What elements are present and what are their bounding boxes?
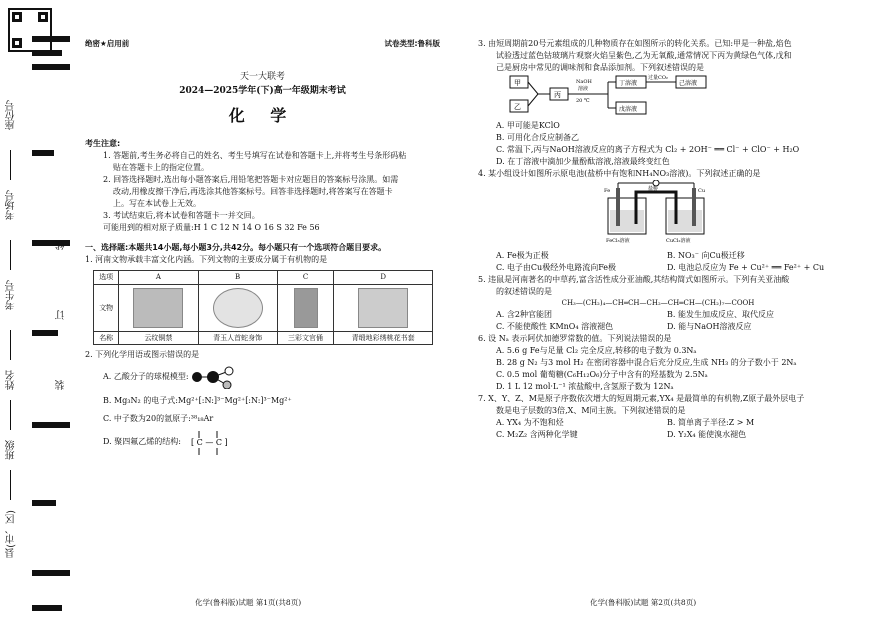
- ball-stick-model: [189, 365, 239, 389]
- fe-label: Fe: [604, 188, 611, 194]
- field-line: [10, 330, 11, 360]
- condition: 过量CO₂: [648, 75, 668, 81]
- q2-option-c: C. 中子数为20的氩原子:³⁸₁₈Ar: [103, 414, 214, 424]
- q1-table: [93, 270, 433, 345]
- bronze-artifact-image: [133, 288, 183, 328]
- box-jia: 甲: [514, 79, 521, 87]
- question-3-line: 己是厨房中常见的调味剂和食品添加剂。下列叙述错误的是: [496, 63, 704, 72]
- q7-option: C. M₂Z₂ 含两种化学键: [496, 429, 578, 439]
- notice-line: 贴在答题卡上的指定位置。: [113, 163, 209, 173]
- q7-option: A. YX₄ 为不饱和烃: [496, 417, 564, 427]
- q7-option: B. 简单离子半径:Z > M: [667, 417, 755, 427]
- exam-org: 天一大联考: [239, 72, 285, 83]
- box-ding: 丁溶液: [619, 80, 638, 87]
- cu-label: Cu: [698, 188, 706, 194]
- q6-option: D. 1 L 12 mol·L⁻¹ 浓盐酸中,含氢原子数为 12Nₐ: [496, 381, 674, 391]
- linoleic-formula: CH₃—(CH₂)₄—CH═CH—CH₂—CH═CH—(CH₂)₇—COOH: [561, 299, 755, 307]
- q2-option-d: [85, 427, 440, 457]
- q4-options-row: [478, 262, 838, 274]
- q4-option: D. 电池总反应为 Fe + Cu²⁺ ══ Fe²⁺ + Cu: [667, 263, 825, 272]
- county-label: 县(市、区): [6, 510, 17, 558]
- q2-option-b: B. Mg₃N₂ 的电子式:Mg²⁺[:N:]³⁻Mg²⁺[:N:]³⁻Mg²⁺: [103, 396, 292, 406]
- cut-label-bind: 订: [56, 310, 67, 320]
- svg-text:[ C — C ]: [ C — C ]: [190, 438, 228, 448]
- field-line: [10, 240, 11, 270]
- table-header: A: [119, 271, 198, 285]
- q6-option: A. 5.6 g Fe与足量 Cl₂ 完全反应,转移的电子数为 0.3Nₐ: [496, 345, 697, 355]
- q5-option: D. 能与NaOH溶液反应: [667, 321, 752, 331]
- question-1: 1. 河南文物承载丰富文化内涵。下列文物的主要成分属于有机物的是: [85, 255, 328, 265]
- q4-option: B. NO₃⁻ 向Cu极迁移: [667, 251, 745, 260]
- secret-mark: 绝密★启用前: [85, 39, 130, 48]
- class-label: 班级: [6, 440, 17, 460]
- question-4: 4. 某小组设计如图所示原电池(盐桥中有饱和NH₄NO₃溶液)。下列叙述正确的是: [478, 169, 761, 178]
- question-5-line: 的叙述错误的是: [496, 287, 552, 296]
- jade-artifact-image: [213, 288, 263, 328]
- figurine-artifact-image: [294, 288, 318, 328]
- q5-options-row: [478, 321, 838, 333]
- box-yi: 乙: [514, 103, 521, 111]
- field-line: [10, 400, 11, 430]
- left-header: [85, 38, 440, 49]
- q5-option: A. 含2种官能团: [496, 309, 552, 319]
- q4-option: C. 电子由Cu极经外电路流向Fe极: [496, 263, 617, 272]
- artifact-name: 青玉人首蛇身饰: [198, 331, 277, 345]
- question-3-line: 3. 由短周期前20号元素组成的几种物质存在如图所示的转化关系。已知:甲是一种盐,焰色: [478, 39, 792, 48]
- notice-line: 改动,用橡皮擦干净后,再选涂其他答案标号。回答非选择题时,将答案写在答题卡: [113, 187, 393, 197]
- candidate-number-label: 考生号: [6, 280, 17, 310]
- row-label: 名称: [94, 331, 119, 345]
- condition: 溶液: [578, 86, 589, 92]
- atomic-mass-line: 可能用到的相对原子质量:H 1 C 12 N 14 O 16 S 32 Fe 56: [103, 223, 320, 233]
- exam-room-label: 考场号: [6, 190, 17, 220]
- q7-option: D. Y₂X₄ 能使溴水褪色: [667, 429, 747, 439]
- question-2: 2. 下列化学用语或图示错误的是: [85, 350, 200, 360]
- table-header: C: [277, 271, 334, 285]
- subject-title: 化 学: [228, 106, 297, 126]
- table-header: 选项: [94, 271, 119, 285]
- q3-option: A. 甲可能是KClO: [496, 121, 560, 130]
- notice-line: 2. 回答选择题时,选出每小题答案后,用铅笔把答题卡对应题目的答案标号涂黑。如需: [103, 175, 399, 185]
- q3-option: B. 可用化合反应制备乙: [496, 133, 579, 142]
- artifact-name: 三彩文官俑: [277, 331, 334, 345]
- option-text: A. 乙酸分子的球棍模型:: [103, 372, 189, 382]
- name-label: 姓名: [6, 370, 17, 390]
- q2-option-a: [85, 365, 440, 389]
- cut-label-pack: 装: [56, 380, 67, 390]
- section-title: 一、选择题:本题共14小题,每小题3分,共42分。每小题只有一个选项符合题目要求。: [85, 243, 387, 253]
- table-header: D: [334, 271, 433, 285]
- q5-option: C. 不能使酸性 KMnO₄ 溶液褪色: [496, 321, 614, 331]
- q4-option: A. Fe极为正极: [496, 251, 549, 260]
- salt-bridge-label: 盐桥: [648, 186, 659, 192]
- q3-conversion-diagram: [508, 74, 758, 116]
- box-bing: 丙: [554, 91, 561, 99]
- left-footer: 化学(鲁科版)试题 第1页(共8页): [195, 598, 302, 607]
- option-text: D. 聚四氟乙烯的结构:: [103, 437, 181, 447]
- question-7-line: 7. X、Y、Z、M是原子序数依次增大的短周期元素,YX₄ 是最简单的有机物,Z原子最外层电子: [478, 393, 805, 403]
- table-header: B: [198, 271, 277, 285]
- notice-line: 1. 答题前,考生务必将自己的姓名、考生号填写在试卷和答题卡上,并将考生号条形码粘: [103, 151, 407, 161]
- q4-options-row: [478, 250, 838, 262]
- right-page: [478, 38, 838, 441]
- q6-option: C. 0.5 mol 葡萄糖(C₆H₁₂O₆)分子中含有的羟基数为 2.5Nₐ: [496, 369, 708, 379]
- notice-line: 3. 考试结束后,将本试卷和答题卡一并交回。: [103, 211, 260, 221]
- exam-title: 2024—2025学年(下)高一年级期末考试: [179, 85, 346, 96]
- field-line: [10, 150, 11, 180]
- question-7-line: 数是电子层数的3倍,X、M同主族。下列叙述错误的是: [496, 405, 686, 415]
- notice-title: 考生注意:: [85, 139, 121, 149]
- box-wu: 戊溶液: [619, 106, 638, 113]
- q3-option: C. 常温下,丙与NaOH溶液反应的离子方程式为 Cl₂ + 2OH⁻ ══ Cl⁻ + ClO⁻ + H₂O: [496, 145, 800, 154]
- question-6: 6. 设 Nₐ 表示阿伏加德罗常数的值。下列说法错误的是: [478, 333, 672, 343]
- box-ji: 己溶液: [679, 80, 698, 87]
- binding-strip: [0, 0, 70, 630]
- q6-option: B. 28 g N₂ 与3 mol H₂ 在密闭容器中混合后充分反应,生成 NH₃ 的分子数小于 2Nₐ: [496, 357, 797, 367]
- row-label: 文物: [94, 284, 119, 331]
- notice-line: 上。写在本试卷上无效。: [113, 199, 201, 209]
- right-footer: 化学(鲁科版)试题 第2页(共8页): [590, 598, 697, 607]
- q7-options-row: [478, 417, 838, 429]
- artifact-name: 云纹铜禁: [119, 331, 198, 345]
- q5-options-row: [478, 309, 838, 321]
- question-5-line: 5. 违鼠是河南著名的中草药,富含活性成分亚油酸,其结构简式如图所示。下列有关亚油酸: [478, 275, 790, 284]
- embroidery-artifact-image: [358, 288, 408, 328]
- left-page: [85, 38, 440, 457]
- seat-number-label: 座位号: [6, 100, 17, 130]
- question-3-line: 试验透过蓝色钴玻璃片观察火焰呈紫色,乙为无氧酸,通常情况下丙为黄绿色气体,戊和: [496, 51, 792, 60]
- ptfe-structure: [181, 427, 241, 457]
- condition: NaOH: [576, 79, 592, 85]
- barcode-stripes: [32, 30, 70, 630]
- q7-options-row: [478, 429, 838, 441]
- cut-label-line: 线: [56, 240, 67, 250]
- galvanic-cell-diagram: [598, 180, 718, 246]
- fecl3-label: FeCl₃溶液: [606, 238, 630, 244]
- q5-option: B. 能发生加成反应、取代反应: [667, 309, 774, 319]
- paper-type: 试卷类型:鲁科版: [384, 39, 440, 48]
- cucl2-label: CuCl₂溶液: [666, 238, 691, 244]
- q3-option: D. 在丁溶液中滴加少量酚酞溶液,溶液最终变红色: [496, 157, 670, 166]
- condition: 20 ℃: [576, 98, 590, 104]
- artifact-name: 青缎地彩绣桃花书套: [334, 331, 433, 345]
- field-line: [10, 470, 11, 500]
